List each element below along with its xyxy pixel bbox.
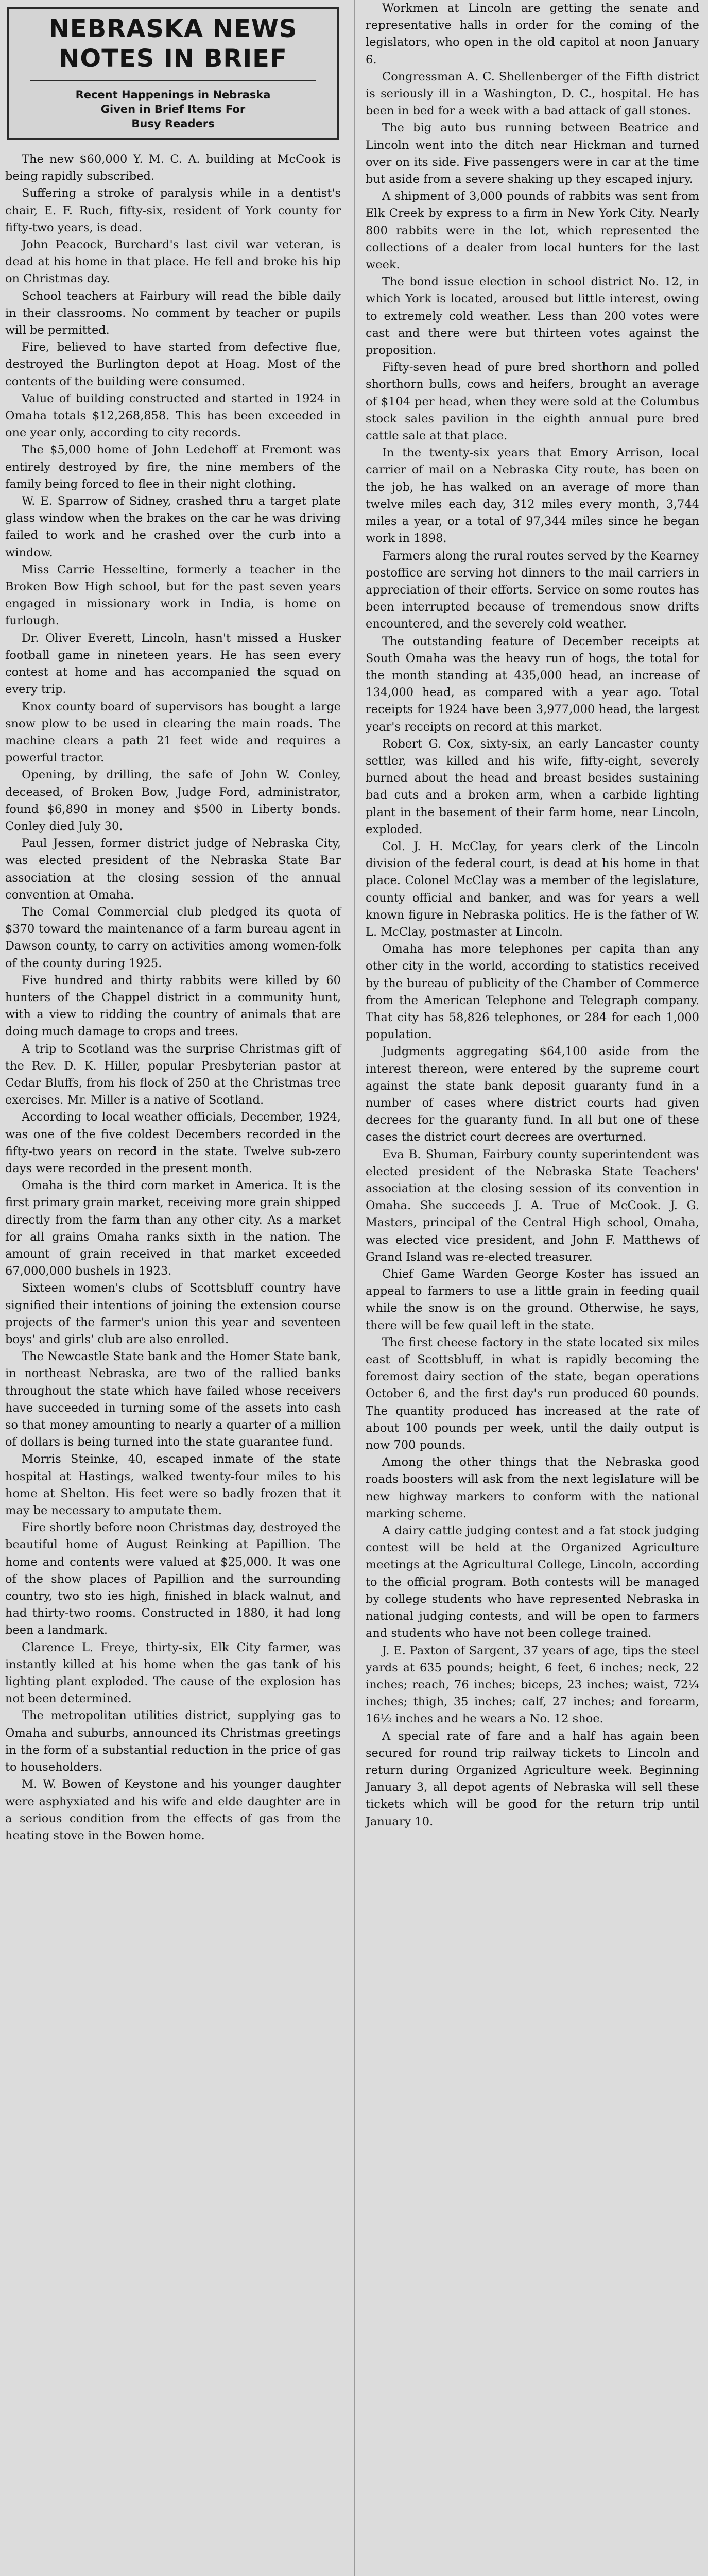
news-item: Col. J. H. McClay, for years clerk of the Lincoln division of the federal court, is dead at his home in that place. Colonel McClay was a member of the legislature, county official and banker, and was for years a well known figure in Nebraska politics. He is the father of W. L. McClay, postmaster at Lincoln. bbox=[366, 839, 699, 939]
news-item: The Comal Commercial club pledged its quota of $370 toward the maintenance of a farm bureau agent in Dawson county, to carry on activities among women-folk of the county during 1925. bbox=[5, 905, 341, 970]
news-item: Value of building constructed and started in 1924 in Omaha totals $12,268,858. This has been exceeded in one year only, according to city records. bbox=[5, 392, 341, 440]
news-item: J. E. Paxton of Sargent, 37 years of age, tips the steel yards at 635 pounds; height, 6 feet, 6 inches; neck, 22 inches; reach, 76 inches; biceps, 23 inches; waist, 72¼ inches; thigh, 35 inches; calf, 27 inches; and forearm, 16½ inches and he wears a No. 12 shoe. bbox=[366, 1643, 699, 1726]
news-item: Dr. Oliver Everett, Lincoln, hasn't missed a Husker football game in nineteen years. He has seen every contest at home and has accompanied the squad on every trip. bbox=[5, 631, 341, 697]
news-item: The outstanding feature of December receipts at South Omaha was the heavy run of hogs, the total for the month standing at 435,000 head, an increase of 134,000 head, as compared with a year ago. Total receipts for 1924 have been 3,977,000 head, the largest year's receipts on record at this market. bbox=[366, 634, 699, 734]
news-item: John Peacock, Burchard's last civil war veteran, is dead at his home in that place. He fell and broke his hip on Christmas day. bbox=[5, 238, 341, 286]
news-item: Judgments aggregating $64,100 aside from the interest thereon, were entered by the supreme court against the state bank deposit guaranty fund in a number of cases where district courts had given decrees for the guaranty fund. In all but one of these cases the district court decrees are overturned. bbox=[366, 1045, 699, 1144]
headline-line-2: NOTES IN BRIEF bbox=[59, 44, 287, 73]
news-item: The new $60,000 Y. M. C. A. building at McCook is being rapidly subscribed. bbox=[5, 152, 341, 183]
news-item: A dairy cattle judging contest and a fat stock judging contest will be held at the Organized Agriculture meetings at the Agricultural College, Lincoln, according to the official program. Both contests will be managed by college students who have represented Nebraska in national judging contests, and will be open to farmers and students who have not been college trained. bbox=[366, 1524, 699, 1640]
news-item: Eva B. Shuman, Fairbury county superintendent was elected president of the Nebraska State Teachers' association at the closing session of its convention in Omaha. She succeeds J. A. True of McCook. J. G. Masters, principal of the Central High school, Omaha, was elected vice president, and John F. Matthews of Grand Island was re-elected treasurer. bbox=[366, 1147, 699, 1264]
news-item: M. W. Bowen of Keystone and his younger daughter were asphyxiated and his wife and elde daughter are in a serious condition from the effects of gas from the heating stove in the Bowen home. bbox=[5, 1777, 341, 1842]
news-item: Fire, believed to have started from defective flue, destroyed the Burlington depot at Hoag. Most of the contents of the building were consumed. bbox=[5, 341, 341, 388]
news-item: The $5,000 home of John Ledehoff at Fremont was entirely destroyed by fire, the nine members of the family being forced to flee in their night clothing. bbox=[5, 443, 341, 491]
news-item: A trip to Scotland was the surprise Christmas gift of the Rev. D. K. Hiller, popular Presbyterian pastor at Cedar Bluffs, from his flock of 250 at the Christmas tree exercises. Mr. Miller is a native of Scotland. bbox=[5, 1042, 341, 1107]
news-item: The bond issue election in school district No. 12, in which York is located, aroused but little interest, owing to extremely cold weather. Less than 200 votes were cast and there were but thirteen votes against the proposition. bbox=[366, 275, 699, 358]
left-column bbox=[0, 0, 350, 1844]
news-item: In the twenty-six years that Emory Arrison, local carrier of mail on a Nebraska City route, has been on the job, he has walked on an average of more than twelve miles each day, 312 miles every month, 3,744 miles a year, or a total of 97,344 miles since he began work in 1898. bbox=[366, 446, 699, 546]
news-item: Chief Game Warden George Koster has issued an appeal to farmers to use a little grain in feeding quail while the snow is on the ground. Otherwise, he says, there will be few quail left in the state. bbox=[366, 1267, 699, 1332]
news-item: Suffering a stroke of paralysis while in a dentist's chair, E. F. Ruch, fifty-six, resident of York county for fifty-two years, is dead. bbox=[5, 187, 341, 234]
news-item: W. E. Sparrow of Sidney, crashed thru a target plate glass window when the brakes on the car he was driving failed to work and he crashed over the curb into a window. bbox=[5, 495, 341, 560]
column-divider bbox=[354, 0, 355, 2576]
subhead-line-1: Recent Happenings in Nebraska bbox=[75, 89, 271, 101]
left-news-items bbox=[5, 151, 341, 1844]
news-item: Robert G. Cox, sixty-six, an early Lancaster county settler, was killed and his wife, fifty-eight, severely burned about the head and breast besides sustaining bad cuts and a broken arm, when a carbide lighting plant in the basement of their farm home, near Lincoln, exploded. bbox=[366, 737, 699, 836]
news-item: Paul Jessen, former district judge of Nebraska City, was elected president of the Nebraska State Bar association at the closing session of the annual convention at Omaha. bbox=[5, 837, 341, 902]
news-item: Among the other things that the Nebraska good roads boosters will ask from the next legislature will be new highway markers to conform with the national marking scheme. bbox=[366, 1455, 699, 1520]
right-news-items bbox=[366, 0, 699, 1831]
news-item: The big auto bus running between Beatrice and Lincoln went into the ditch near Hickman and turned over on its side. Five passengers were in car at the time but aside from a severe shaking up they escaped injury. bbox=[366, 121, 699, 187]
news-item: Morris Steinke, 40, escaped inmate of the state hospital at Hastings, walked twenty-four miles to his home at Shelton. His feet were so badly frozen that it may be necessary to amputate them. bbox=[5, 1452, 341, 1518]
news-item: Sixteen women's clubs of Scottsbluff country have signified their intentions of joining the extension course projects of the farmer's union this year and seventeen boys' and girls' club are also enrolled. bbox=[5, 1281, 341, 1347]
headline-rule bbox=[30, 80, 316, 81]
news-item: Omaha is the third corn market in America. It is the first primary grain market, receiving more grain shipped directly from the farm than any other city. As a market for all grains Omaha ranks sixth in the nation. The amount of grain received in that market exceeded 67,000,000 bushels in 1923. bbox=[5, 1179, 341, 1278]
masthead-box bbox=[7, 7, 339, 140]
right-column bbox=[358, 0, 706, 1831]
news-item: Miss Carrie Hesseltine, formerly a teacher in the Broken Bow High school, but for the past seven years engaged in missionary work in India, is home on furlough. bbox=[5, 563, 341, 628]
news-item: The metropolitan utilities district, supplying gas to Omaha and suburbs, announced its Christmas greetings in the form of a substantial reduction in the price of gas to householders. bbox=[5, 1709, 341, 1774]
subhead-line-2: Given in Brief Items For bbox=[100, 103, 246, 115]
headline-line-1: NEBRASKA NEWS bbox=[48, 14, 298, 43]
news-item: Congressman A. C. Shellenberger of the Fifth district is seriously ill in a Washington, D. C., hospital. He has been in bed for a week with a bad attack of gall stones. bbox=[366, 70, 699, 118]
news-item: A shipment of 3,000 pounds of rabbits was sent from Elk Creek by express to a firm in New York City. Nearly 800 rabbits were in the lot, which represented the collections of a dealer from local hunters for the last week. bbox=[366, 190, 699, 272]
news-item: Farmers along the rural routes served by the Kearney postoffice are serving hot dinners to the mail carriers in appreciation of their efforts. Service on some routes has been interrupted because of tremendous snow drifts encountered, and the severely cold weather. bbox=[366, 549, 699, 631]
news-item: School teachers at Fairbury will read the bible daily in their classrooms. No comment by teacher or pupils will be permitted. bbox=[5, 289, 341, 337]
news-item: A special rate of fare and a half has again been secured for round trip railway tickets to Lincoln and return during Organized Agriculture week. Beginning January 3, all depot agents of Nebraska will sell these tickets which will be good for the return trip until January 10. bbox=[366, 1729, 699, 1828]
news-item: Fifty-seven head of pure bred shorthorn and polled shorthorn bulls, cows and heifers, brought an average of $104 per head, when they were sold at the Columbus stock sales pavilion in the eighth annual pure bred cattle sale at that place. bbox=[366, 361, 699, 443]
news-item: Opening, by drilling, the safe of John W. Conley, deceased, of Broken Bow, Judge Ford, administrator, found $6,890 in money and $500 in Liberty bonds. Conley died July 30. bbox=[5, 768, 341, 833]
news-item: Clarence L. Freye, thirty-six, Elk City farmer, was instantly killed at his home when the gas tank of his lighting plant exploded. The cause of the explosion has not been determined. bbox=[5, 1640, 341, 1706]
news-item: Knox county board of supervisors has bought a large snow plow to be used in clearing the main roads. The machine clears a path 21 feet wide and requires a powerful tractor. bbox=[5, 700, 341, 765]
news-item: Omaha has more telephones per capita than any other city in the world, according to statistics received by the bureau of publicity of the Chamber of Commerce from the American Telephone and Telegraph company. That city has 58,826 telephones, or 284 for each 1,000 population. bbox=[366, 942, 699, 1042]
news-item: Workmen at Lincoln are getting the senate and representative halls in order for the coming of the legislators, who open in the old capitol at noon January 6. bbox=[366, 2, 699, 66]
news-item: The Newcastle State bank and the Homer State bank, in northeast Nebraska, are two of the rallied banks throughout the state which have failed whose receivers have succeeded in turning some of the assets into cash so that money amounting to nearly a quarter of a million of dollars is being turned into the state guarantee fund. bbox=[5, 1350, 341, 1449]
news-item: The first cheese factory in the state located six miles east of Scottsbluff, in what is rapidly becoming the foremost dairy section of the state, began operations October 6, and the first day's run produced 60 pounds. The quantity produced has increased at the rate of about 100 pounds per week, until the daily output is now 700 pounds. bbox=[366, 1335, 699, 1452]
news-item: Five hundred and thirty rabbits were killed by 60 hunters of the Chappel district in a community hunt, with a view to ridding the country of animals that are doing much damage to crops and trees. bbox=[5, 973, 341, 1039]
news-item: According to local weather officials, December, 1924, was one of the five coldest Decembers recorded in the fifty-two years on record in the state. Twelve sub-zero days were recorded in the present month. bbox=[5, 1110, 341, 1175]
subhead-line-3: Busy Readers bbox=[131, 117, 215, 130]
news-item: Fire shortly before noon Christmas day, destroyed the beautiful home of August Reinking at Papillion. The home and contents were valued at $25,000. It was one of the show places of Papillion and the surrounding country, two sto ies high, finished in black walnut, and had thirty-two rooms. Constructed in 1880, it had long been a landmark. bbox=[5, 1521, 341, 1637]
